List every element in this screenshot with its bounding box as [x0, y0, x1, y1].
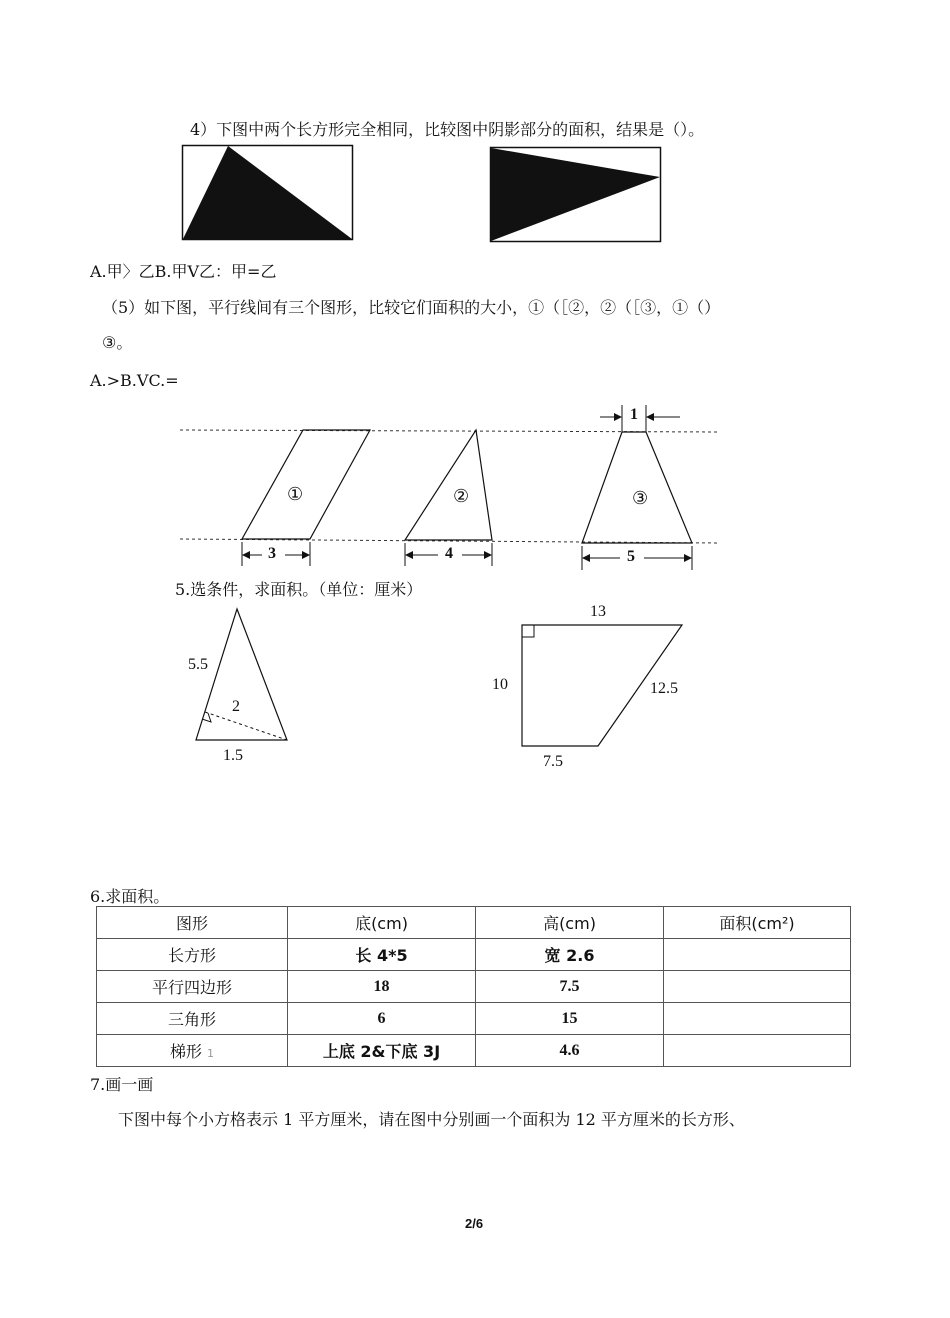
base-label-4: 4: [445, 545, 453, 562]
table-row: [97, 1035, 851, 1067]
row-area-cell[interactable]: [664, 971, 851, 1003]
row-shape: 平行四边形: [97, 971, 288, 1003]
row-shape: 长方形: [97, 939, 288, 971]
row-shape-note: 1: [207, 1047, 215, 1060]
row-height: 4.6: [476, 1035, 664, 1067]
row-base: 长 4*5: [288, 939, 476, 971]
header-area: 面积(cm²): [664, 907, 851, 939]
top-label-1: 1: [630, 406, 638, 423]
q5-options: A.>B.VC.=: [90, 371, 179, 390]
q4-prompt: 4）下图中两个长方形完全相同，比较图中阴影部分的面积，结果是（）。: [190, 120, 705, 139]
trapezoid-top-label: 13: [590, 603, 606, 620]
trapezoid-left-label: 10: [492, 676, 508, 693]
row-area-cell[interactable]: [664, 1003, 851, 1035]
trapezoid-bottom-label: 7.5: [543, 753, 563, 770]
triangle-base-label: 1.5: [223, 747, 243, 764]
row-area-cell[interactable]: [664, 939, 851, 971]
q7-heading: 7.画一画: [90, 1075, 154, 1094]
header-shape: 图形: [97, 907, 288, 939]
shape-label-2: ②: [453, 486, 470, 506]
table-row: [97, 939, 851, 971]
base-label-5: 5: [627, 548, 635, 565]
row-area-cell[interactable]: [664, 1035, 851, 1067]
shape-label-3: ③: [632, 488, 649, 508]
page-number: 2/6: [465, 1216, 484, 1231]
area-table: [96, 906, 851, 1067]
trapezoid-slant-label: 12.5: [650, 680, 678, 697]
row-shape: 梯形: [169, 1042, 202, 1061]
table-row: [97, 971, 851, 1003]
q5-select-heading: 5.选条件，求面积。（单位：厘米）: [175, 580, 423, 599]
q5-prompt-line2: ③。: [102, 333, 133, 352]
row-height: 7.5: [476, 971, 664, 1003]
header-base: 底(cm): [288, 907, 476, 939]
base-label-3: 3: [268, 545, 276, 562]
row-height: 宽 2.6: [476, 939, 664, 971]
table-row: [97, 1003, 851, 1035]
q5-prompt-line1: （5）如下图，平行线间有三个图形，比较它们面积的大小，①（［②，②（［③，①（）: [102, 298, 721, 317]
q6-heading: 6.求面积。: [90, 887, 170, 906]
row-base: 上底 2&下底 3J: [288, 1035, 476, 1067]
row-shape: 三角形: [97, 1003, 288, 1035]
triangle-height-label: 2: [232, 698, 240, 715]
triangle-side-label: 5.5: [188, 656, 208, 673]
row-base: 18: [288, 971, 476, 1003]
header-height: 高(cm): [476, 907, 664, 939]
row-shape-cell: [97, 1035, 288, 1067]
q4-options: A.甲〉乙B.甲V乙：甲=乙: [90, 262, 277, 281]
row-height: 15: [476, 1003, 664, 1035]
q7-text: 下图中每个小方格表示 1 平方厘米，请在图中分别画一个面积为 12 平方厘米的长方形、: [118, 1110, 745, 1129]
shape-label-1: ①: [287, 484, 304, 504]
table-header-row: [97, 907, 851, 939]
row-base: 6: [288, 1003, 476, 1035]
